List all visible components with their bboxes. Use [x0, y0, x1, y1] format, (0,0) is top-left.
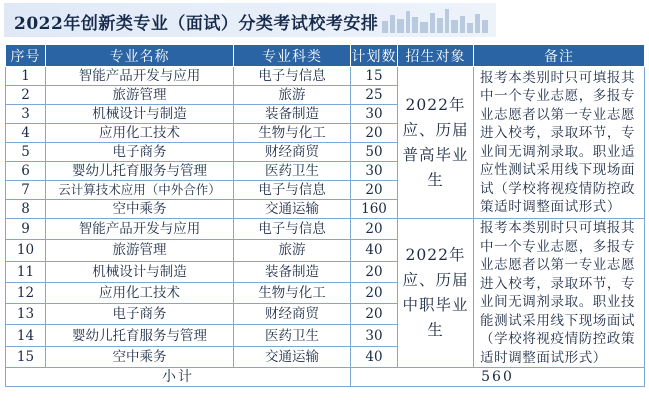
row-category: 医药卫生 [234, 325, 351, 346]
row-number: 13 [6, 304, 46, 325]
row-category: 医药卫生 [234, 162, 351, 181]
row-plan: 15 [351, 67, 398, 86]
header-note: 备注 [474, 45, 645, 67]
header-target: 招生对象 [398, 45, 474, 67]
row-number: 15 [6, 346, 46, 367]
header-major: 专业名称 [46, 45, 234, 67]
group2-note: 报考本类别时只可填报其中一个专业志愿，多报专业志愿者以第一专业志愿进入校考，录取环节，专业间无调剂录取。职业技能测试采用线下现场面试（学校将视疫情防控政策适时调整面试形式） [474, 219, 645, 368]
row-category: 装备制造 [234, 105, 351, 124]
row-number: 6 [6, 162, 46, 181]
row-category: 交通运输 [234, 200, 351, 219]
row-major: 空中乘务 [46, 200, 234, 219]
header-category: 专业科类 [234, 45, 351, 67]
row-major: 云计算技术应用（中外合作） [46, 181, 234, 200]
row-category: 生物与化工 [234, 124, 351, 143]
city-skyline-icon [380, 7, 490, 33]
row-number: 1 [6, 67, 46, 86]
row-number: 14 [6, 325, 46, 346]
row-number: 2 [6, 86, 46, 105]
row-major: 电子商务 [46, 143, 234, 162]
row-major: 旅游管理 [46, 240, 234, 261]
page-title: 2022年创新类专业（面试）分类考试校考安排 [14, 14, 379, 34]
group1-target: 2022年应、历届普高毕业生 [398, 67, 474, 219]
table-header-row [6, 45, 645, 67]
row-plan: 20 [351, 181, 398, 200]
subtotal-value: 560 [351, 368, 645, 387]
subtotal-label: 小计 [6, 368, 351, 387]
row-category: 财经商贸 [234, 143, 351, 162]
row-category: 电子与信息 [234, 181, 351, 200]
group2-target: 2022年应、历届中职毕业生 [398, 219, 474, 368]
row-category: 电子与信息 [234, 219, 351, 240]
row-plan: 20 [351, 282, 398, 303]
row-category: 旅游 [234, 240, 351, 261]
row-number: 12 [6, 282, 46, 303]
row-number: 7 [6, 181, 46, 200]
row-major: 旅游管理 [46, 86, 234, 105]
row-plan: 20 [351, 219, 398, 240]
row-major: 机械设计与制造 [46, 105, 234, 124]
row-number: 5 [6, 143, 46, 162]
row-major: 智能产品开发与应用 [46, 67, 234, 86]
table-row [6, 219, 645, 240]
row-plan: 30 [351, 325, 398, 346]
row-number: 8 [6, 200, 46, 219]
row-major: 智能产品开发与应用 [46, 219, 234, 240]
row-category: 生物与化工 [234, 282, 351, 303]
title-banner [4, 3, 496, 37]
row-plan: 20 [351, 124, 398, 143]
row-number: 3 [6, 105, 46, 124]
row-major: 婴幼儿托育服务与管理 [46, 162, 234, 181]
row-plan: 20 [351, 261, 398, 282]
row-category: 旅游 [234, 86, 351, 105]
row-category: 交通运输 [234, 346, 351, 367]
subtotal-row [6, 368, 645, 387]
row-plan: 30 [351, 162, 398, 181]
row-major: 机械设计与制造 [46, 261, 234, 282]
row-major: 应用化工技术 [46, 124, 234, 143]
row-number: 4 [6, 124, 46, 143]
row-major: 应用化工技术 [46, 282, 234, 303]
row-number: 10 [6, 240, 46, 261]
header-plan: 计划数 [351, 45, 398, 67]
row-category: 财经商贸 [234, 304, 351, 325]
row-plan: 40 [351, 240, 398, 261]
row-plan: 20 [351, 304, 398, 325]
row-category: 装备制造 [234, 261, 351, 282]
table-row [6, 67, 645, 86]
row-major: 空中乘务 [46, 346, 234, 367]
row-plan: 25 [351, 86, 398, 105]
row-plan: 50 [351, 143, 398, 162]
row-number: 9 [6, 219, 46, 240]
group1-note: 报考本类别时只可填报其中一个专业志愿，多报专业志愿者以第一专业志愿进入校考，录取环节，专业间无调剂录取。职业适应性测试采用线下现场面试（学校将视疫情防控政策适时调整面试形式） [474, 67, 645, 219]
row-major: 电子商务 [46, 304, 234, 325]
row-number: 11 [6, 261, 46, 282]
header-number: 序号 [6, 45, 46, 67]
row-major: 婴幼儿托育服务与管理 [46, 325, 234, 346]
row-plan: 30 [351, 105, 398, 124]
row-plan: 160 [351, 200, 398, 219]
admission-table [5, 44, 645, 387]
row-category: 电子与信息 [234, 67, 351, 86]
row-plan: 40 [351, 346, 398, 367]
